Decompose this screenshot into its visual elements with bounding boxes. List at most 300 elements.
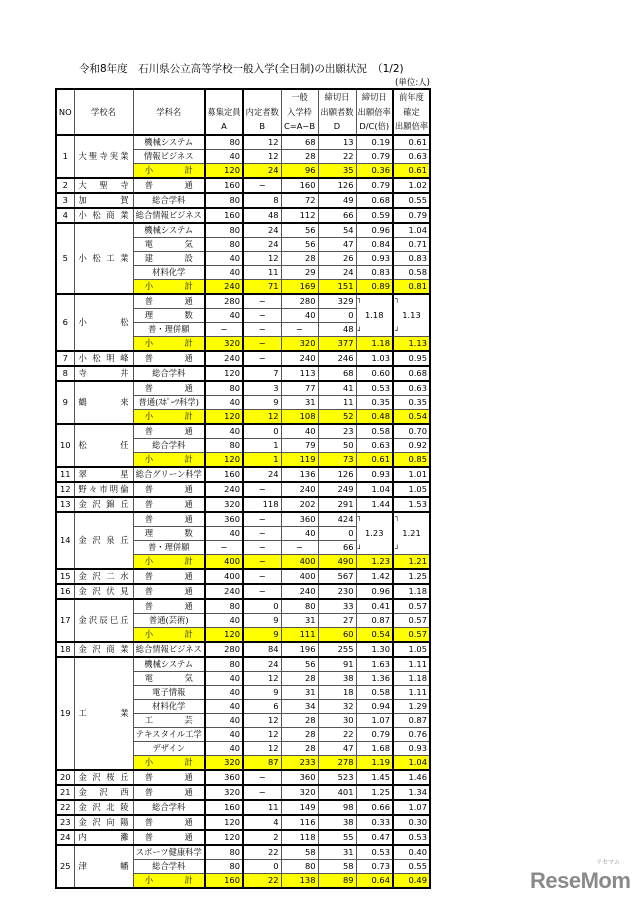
ratio-cell: 1.36 xyxy=(356,671,393,685)
admitted-cell: 9 xyxy=(243,395,281,409)
capacity-cell: 360 xyxy=(205,512,243,527)
capacity-cell: 120 xyxy=(205,830,243,845)
bracket-bottom-icon: ┘ xyxy=(357,326,362,335)
general-quota-cell: 40 xyxy=(281,308,318,322)
prev-ratio-cell: 0.61 xyxy=(393,135,430,150)
prev-ratio-cell: 0.95 xyxy=(393,351,430,366)
admitted-cell: − xyxy=(243,526,281,540)
general-quota-cell: 112 xyxy=(281,208,318,223)
admitted-cell: 22 xyxy=(243,845,281,860)
general-quota-cell: 240 xyxy=(281,584,318,599)
applicants-cell: 26 xyxy=(318,251,356,265)
subject-name: デザイン xyxy=(133,741,205,755)
prev-ratio-cell: 0.53 xyxy=(393,830,430,845)
bracket-top-icon: ┐ xyxy=(357,294,362,303)
admitted-cell: 24 xyxy=(243,237,281,251)
ratio-cell: 1.30 xyxy=(356,642,393,657)
bracket-bottom-icon: ┘ xyxy=(395,544,400,553)
ratio-cell: 0.79 xyxy=(356,727,393,741)
capacity-cell: − xyxy=(205,322,243,336)
table-row xyxy=(56,135,430,150)
school-no: 8 xyxy=(56,366,74,381)
school-name: 小松商業 xyxy=(74,208,133,223)
prev-ratio-cell: 0.57 xyxy=(393,627,430,642)
general-quota-cell: 196 xyxy=(281,642,318,657)
capacity-cell: 120 xyxy=(205,452,243,467)
school-name: 金沢伏見 xyxy=(74,584,133,599)
admitted-cell: 12 xyxy=(243,149,281,163)
subject-name: 理数 xyxy=(133,308,205,322)
applicants-cell: 52 xyxy=(318,409,356,424)
general-quota-cell: 320 xyxy=(281,785,318,800)
school-no: 13 xyxy=(56,497,74,512)
subject-name: 普通 xyxy=(133,294,205,309)
table-row xyxy=(56,482,430,497)
header-prev-ratio: 前年度 確定 出願倍率 xyxy=(393,89,430,135)
general-quota-cell: 31 xyxy=(281,395,318,409)
capacity-cell: 80 xyxy=(205,381,243,396)
general-quota-cell: 68 xyxy=(281,135,318,150)
table-row xyxy=(56,845,430,860)
subject-name: 小計 xyxy=(133,627,205,642)
admitted-cell: − xyxy=(243,770,281,785)
applicants-cell: 0 xyxy=(318,308,356,322)
general-quota-cell: 113 xyxy=(281,366,318,381)
school-no: 25 xyxy=(56,845,74,888)
prev-ratio-cell: 0.58 xyxy=(393,265,430,279)
ratio-cell: 0.89 xyxy=(356,279,393,294)
table-row xyxy=(56,351,430,366)
ratio-cell: 1.45 xyxy=(356,770,393,785)
prev-ratio-cell: 0.40 xyxy=(393,845,430,860)
capacity-cell: 80 xyxy=(205,237,243,251)
capacity-cell: 40 xyxy=(205,424,243,439)
ratio-cell: 0.94 xyxy=(356,699,393,713)
general-quota-cell: 34 xyxy=(281,699,318,713)
prev-ratio-cell: 1.46 xyxy=(393,770,430,785)
school-no: 4 xyxy=(56,208,74,223)
applicants-cell: 47 xyxy=(318,741,356,755)
applicants-cell: 47 xyxy=(318,237,356,251)
general-quota-cell: 77 xyxy=(281,381,318,396)
subject-name: 普通 xyxy=(133,512,205,527)
ratio-cell: 0.93 xyxy=(356,251,393,265)
subject-name: 普通 xyxy=(133,830,205,845)
header-subject: 学科名 xyxy=(133,89,205,135)
capacity-cell: 80 xyxy=(205,193,243,208)
table-row xyxy=(56,642,430,657)
admitted-cell: 12 xyxy=(243,135,281,150)
applicants-cell: 41 xyxy=(318,381,356,396)
capacity-cell: 280 xyxy=(205,294,243,309)
prev-ratio-cell: 0.54 xyxy=(393,409,430,424)
school-no: 23 xyxy=(56,815,74,830)
prev-ratio-cell: 0.79 xyxy=(393,208,430,223)
prev-ratio-cell: 1.53 xyxy=(393,497,430,512)
applicants-cell: 22 xyxy=(318,727,356,741)
school-name: 津幡 xyxy=(74,845,133,888)
general-quota-cell: 80 xyxy=(281,599,318,614)
general-quota-cell: 29 xyxy=(281,265,318,279)
capacity-cell: 160 xyxy=(205,800,243,815)
ratio-cell: 0.60 xyxy=(356,366,393,381)
school-name: 工業 xyxy=(74,657,133,770)
subject-name: 普通(ｽﾎﾟｰﾂ科学) xyxy=(133,395,205,409)
school-no: 2 xyxy=(56,178,74,193)
ratio-cell: 0.64 xyxy=(356,873,393,888)
ratio-cell: 0.93 xyxy=(356,467,393,482)
applicants-cell: 151 xyxy=(318,279,356,294)
general-quota-cell: 28 xyxy=(281,671,318,685)
admitted-cell: 24 xyxy=(243,223,281,238)
ratio-cell: 1.19 xyxy=(356,755,393,770)
school-no: 24 xyxy=(56,830,74,845)
school-no: 1 xyxy=(56,135,74,178)
capacity-cell: 400 xyxy=(205,554,243,569)
admitted-cell: − xyxy=(243,785,281,800)
ratio-cell: 0.53 xyxy=(356,845,393,860)
admitted-cell: 12 xyxy=(243,671,281,685)
capacity-cell: 240 xyxy=(205,584,243,599)
general-quota-cell: 28 xyxy=(281,741,318,755)
applicants-cell: 73 xyxy=(318,452,356,467)
subject-name: 普通 xyxy=(133,351,205,366)
applicants-cell: 23 xyxy=(318,424,356,439)
ratio-cell-merged: ┐ 1.18 ┘ xyxy=(356,294,393,337)
capacity-cell: 160 xyxy=(205,178,243,193)
general-quota-cell: 72 xyxy=(281,193,318,208)
applicants-cell: 230 xyxy=(318,584,356,599)
applicants-cell: 523 xyxy=(318,770,356,785)
table-row xyxy=(56,381,430,396)
subject-name: 電気 xyxy=(133,671,205,685)
general-quota-cell: 360 xyxy=(281,512,318,527)
admitted-cell: 6 xyxy=(243,699,281,713)
header-admitted: 内定者数 B xyxy=(243,89,281,135)
subject-name: 普通 xyxy=(133,178,205,193)
school-no: 19 xyxy=(56,657,74,770)
applicants-cell: 38 xyxy=(318,671,356,685)
admitted-cell: 9 xyxy=(243,613,281,627)
applicants-cell: 33 xyxy=(318,599,356,614)
applicants-cell: 89 xyxy=(318,873,356,888)
admitted-cell: 24 xyxy=(243,467,281,482)
table-row xyxy=(56,584,430,599)
school-name: 野々市明倫 xyxy=(74,482,133,497)
school-name: 金沢錦丘 xyxy=(74,497,133,512)
prev-ratio-cell-merged: ┐ 1.21 ┘ xyxy=(393,512,430,555)
applicants-cell: 66 xyxy=(318,208,356,223)
capacity-cell: 80 xyxy=(205,223,243,238)
admitted-cell: 8 xyxy=(243,193,281,208)
school-name: 金沢泉丘 xyxy=(74,512,133,569)
capacity-cell: 40 xyxy=(205,149,243,163)
applicants-cell: 35 xyxy=(318,163,356,178)
admitted-cell: − xyxy=(243,308,281,322)
prev-ratio-cell: 0.57 xyxy=(393,599,430,614)
capacity-cell: 320 xyxy=(205,497,243,512)
capacity-cell: 40 xyxy=(205,613,243,627)
ratio-cell: 1.63 xyxy=(356,657,393,672)
prev-ratio-cell-merged: ┐ 1.13 ┘ xyxy=(393,294,430,337)
subject-name: 普通 xyxy=(133,482,205,497)
school-name: 金沢北陵 xyxy=(74,800,133,815)
admitted-cell: 22 xyxy=(243,873,281,888)
applicants-cell: 490 xyxy=(318,554,356,569)
school-no: 22 xyxy=(56,800,74,815)
prev-ratio-cell: 0.55 xyxy=(393,193,430,208)
capacity-cell: 80 xyxy=(205,438,243,452)
prev-ratio-cell: 0.76 xyxy=(393,727,430,741)
admitted-cell: − xyxy=(243,482,281,497)
applicants-cell: 91 xyxy=(318,657,356,672)
subject-name: 普通 xyxy=(133,815,205,830)
school-name: 翠星 xyxy=(74,467,133,482)
school-no: 9 xyxy=(56,381,74,424)
admitted-cell: 48 xyxy=(243,208,281,223)
school-no: 3 xyxy=(56,193,74,208)
general-quota-cell: 31 xyxy=(281,613,318,627)
subject-name: 材料化学 xyxy=(133,699,205,713)
subject-name: 小計 xyxy=(133,336,205,351)
ratio-cell: 0.96 xyxy=(356,223,393,238)
applicants-cell: 246 xyxy=(318,351,356,366)
capacity-cell: 40 xyxy=(205,395,243,409)
general-quota-cell: 80 xyxy=(281,859,318,873)
ratio-cell: 0.47 xyxy=(356,830,393,845)
subject-name: 小計 xyxy=(133,554,205,569)
school-name: 鶴来 xyxy=(74,381,133,424)
ratio-cell: 0.96 xyxy=(356,584,393,599)
school-name: 加賀 xyxy=(74,193,133,208)
admitted-cell: 2 xyxy=(243,830,281,845)
school-no: 10 xyxy=(56,424,74,467)
general-quota-cell: 79 xyxy=(281,438,318,452)
general-quota-cell: 138 xyxy=(281,873,318,888)
admitted-cell: 9 xyxy=(243,685,281,699)
applicants-cell: 329 xyxy=(318,294,356,309)
ratio-cell: 1.03 xyxy=(356,351,393,366)
school-no: 11 xyxy=(56,467,74,482)
resemom-logo: ReseMom xyxy=(530,868,631,893)
general-quota-cell: 149 xyxy=(281,800,318,815)
admitted-cell: 71 xyxy=(243,279,281,294)
admitted-cell: − xyxy=(243,351,281,366)
ratio-cell: 0.19 xyxy=(356,135,393,150)
general-quota-cell: 320 xyxy=(281,336,318,351)
capacity-cell: 40 xyxy=(205,526,243,540)
ratio-cell: 0.58 xyxy=(356,685,393,699)
header-ratio: 締切日 出願倍率 D/C(倍) xyxy=(356,89,393,135)
admitted-cell: 84 xyxy=(243,642,281,657)
admitted-cell: − xyxy=(243,569,281,584)
table-row xyxy=(56,366,430,381)
school-name: 金沢西 xyxy=(74,785,133,800)
table-row xyxy=(56,830,430,845)
prev-ratio-cell: 1.25 xyxy=(393,569,430,584)
subject-name: 機械システム xyxy=(133,223,205,238)
general-quota-cell: 160 xyxy=(281,178,318,193)
admitted-cell: 12 xyxy=(243,713,281,727)
subject-name: 普通 xyxy=(133,424,205,439)
applicants-cell: 38 xyxy=(318,815,356,830)
subject-name: 普・理併願 xyxy=(133,322,205,336)
general-quota-cell: 96 xyxy=(281,163,318,178)
subject-name: 総合情報ビジネス xyxy=(133,642,205,657)
general-quota-cell: 56 xyxy=(281,657,318,672)
table-row xyxy=(56,785,430,800)
header-school: 学校名 xyxy=(74,89,133,135)
general-quota-cell: 118 xyxy=(281,830,318,845)
admitted-cell: − xyxy=(243,554,281,569)
prev-ratio-cell: 0.81 xyxy=(393,279,430,294)
prev-ratio-cell: 0.71 xyxy=(393,237,430,251)
capacity-cell: 320 xyxy=(205,785,243,800)
subject-name: 小計 xyxy=(133,452,205,467)
ratio-cell: 0.84 xyxy=(356,237,393,251)
admitted-cell: 87 xyxy=(243,755,281,770)
application-status-table xyxy=(55,88,431,889)
school-no: 5 xyxy=(56,223,74,294)
subject-name: 総合学科 xyxy=(133,438,205,452)
ratio-cell: 0.54 xyxy=(356,627,393,642)
subject-name: 理数 xyxy=(133,526,205,540)
general-quota-cell: 31 xyxy=(281,685,318,699)
prev-ratio-cell: 1.01 xyxy=(393,467,430,482)
capacity-cell: 120 xyxy=(205,409,243,424)
capacity-cell: 120 xyxy=(205,163,243,178)
general-quota-cell: 360 xyxy=(281,770,318,785)
admitted-cell: 0 xyxy=(243,599,281,614)
bracket-bottom-icon: ┘ xyxy=(395,326,400,335)
applicants-cell: 54 xyxy=(318,223,356,238)
capacity-cell: 40 xyxy=(205,265,243,279)
prev-ratio-cell: 1.34 xyxy=(393,785,430,800)
table-row xyxy=(56,770,430,785)
applicants-cell: 278 xyxy=(318,755,356,770)
prev-ratio-cell: 0.63 xyxy=(393,381,430,396)
ratio-cell: 1.25 xyxy=(356,785,393,800)
subject-name: 総合学科 xyxy=(133,193,205,208)
subject-name: 小計 xyxy=(133,755,205,770)
school-no: 7 xyxy=(56,351,74,366)
applicants-cell: 13 xyxy=(318,135,356,150)
ratio-cell: 1.42 xyxy=(356,569,393,584)
admitted-cell: 24 xyxy=(243,163,281,178)
table-row xyxy=(56,223,430,238)
applicants-cell: 255 xyxy=(318,642,356,657)
capacity-cell: 40 xyxy=(205,308,243,322)
prev-ratio-cell: 1.18 xyxy=(393,584,430,599)
subject-name: 工芸 xyxy=(133,713,205,727)
capacity-cell: 40 xyxy=(205,699,243,713)
table-row xyxy=(56,294,430,309)
general-quota-cell: 40 xyxy=(281,424,318,439)
school-no: 15 xyxy=(56,569,74,584)
general-quota-cell: 136 xyxy=(281,467,318,482)
subject-name: 電子情報 xyxy=(133,685,205,699)
capacity-cell: 320 xyxy=(205,755,243,770)
capacity-cell: 40 xyxy=(205,251,243,265)
table-row xyxy=(56,657,430,672)
prev-ratio-cell: 0.85 xyxy=(393,452,430,467)
ratio-cell: 0.79 xyxy=(356,178,393,193)
admitted-cell: − xyxy=(243,512,281,527)
subject-name: 普通 xyxy=(133,770,205,785)
applicants-cell: 98 xyxy=(318,800,356,815)
applicants-cell: 32 xyxy=(318,699,356,713)
applicants-cell: 0 xyxy=(318,526,356,540)
subject-name: 普通(芸術) xyxy=(133,613,205,627)
general-quota-cell: 111 xyxy=(281,627,318,642)
ratio-cell: 0.35 xyxy=(356,395,393,409)
capacity-cell: 240 xyxy=(205,482,243,497)
ratio-cell: 0.87 xyxy=(356,613,393,627)
bracket-top-icon: ┐ xyxy=(395,294,400,303)
applicants-cell: 30 xyxy=(318,713,356,727)
school-no: 16 xyxy=(56,584,74,599)
subject-name: 総合グリーン科学 xyxy=(133,467,205,482)
general-quota-cell: 28 xyxy=(281,149,318,163)
general-quota-cell: 202 xyxy=(281,497,318,512)
table-row xyxy=(56,178,430,193)
admitted-cell: 7 xyxy=(243,366,281,381)
admitted-cell: 9 xyxy=(243,627,281,642)
applicants-cell: 126 xyxy=(318,467,356,482)
school-name: 金沢桜丘 xyxy=(74,770,133,785)
bracket-top-icon: ┐ xyxy=(357,512,362,521)
capacity-cell: 80 xyxy=(205,135,243,150)
capacity-cell: 160 xyxy=(205,873,243,888)
capacity-cell: 280 xyxy=(205,642,243,657)
admitted-cell: − xyxy=(243,584,281,599)
general-quota-cell: 240 xyxy=(281,482,318,497)
resemom-logo-sub: リセマム xyxy=(596,859,620,866)
admitted-cell: − xyxy=(243,294,281,309)
table-row xyxy=(56,497,430,512)
applicants-cell: 401 xyxy=(318,785,356,800)
admitted-cell: 12 xyxy=(243,251,281,265)
prev-ratio-cell: 1.11 xyxy=(393,685,430,699)
subject-name: 電気 xyxy=(133,237,205,251)
capacity-cell: 80 xyxy=(205,845,243,860)
ratio-cell: 0.53 xyxy=(356,381,393,396)
prev-ratio-cell: 0.83 xyxy=(393,251,430,265)
admitted-cell: − xyxy=(243,178,281,193)
capacity-cell: 80 xyxy=(205,599,243,614)
capacity-cell: 360 xyxy=(205,770,243,785)
school-no: 6 xyxy=(56,294,74,351)
school-name: 金沢辰巳丘 xyxy=(74,599,133,642)
subject-name: テキスタイル工学 xyxy=(133,727,205,741)
admitted-cell: − xyxy=(243,540,281,554)
subject-name: 小計 xyxy=(133,163,205,178)
school-name: 小松 xyxy=(74,294,133,351)
capacity-cell: 160 xyxy=(205,467,243,482)
subject-name: 機械システム xyxy=(133,657,205,672)
prev-ratio-cell: 0.61 xyxy=(393,163,430,178)
prev-ratio-cell: 0.30 xyxy=(393,815,430,830)
admitted-cell: 12 xyxy=(243,409,281,424)
applicants-cell: 27 xyxy=(318,613,356,627)
subject-name: 建設 xyxy=(133,251,205,265)
capacity-cell: 160 xyxy=(205,208,243,223)
school-no: 12 xyxy=(56,482,74,497)
general-quota-cell: 280 xyxy=(281,294,318,309)
school-name: 寺井 xyxy=(74,366,133,381)
header-applicants: 締切日 出願者数 D xyxy=(318,89,356,135)
school-name: 金沢商業 xyxy=(74,642,133,657)
